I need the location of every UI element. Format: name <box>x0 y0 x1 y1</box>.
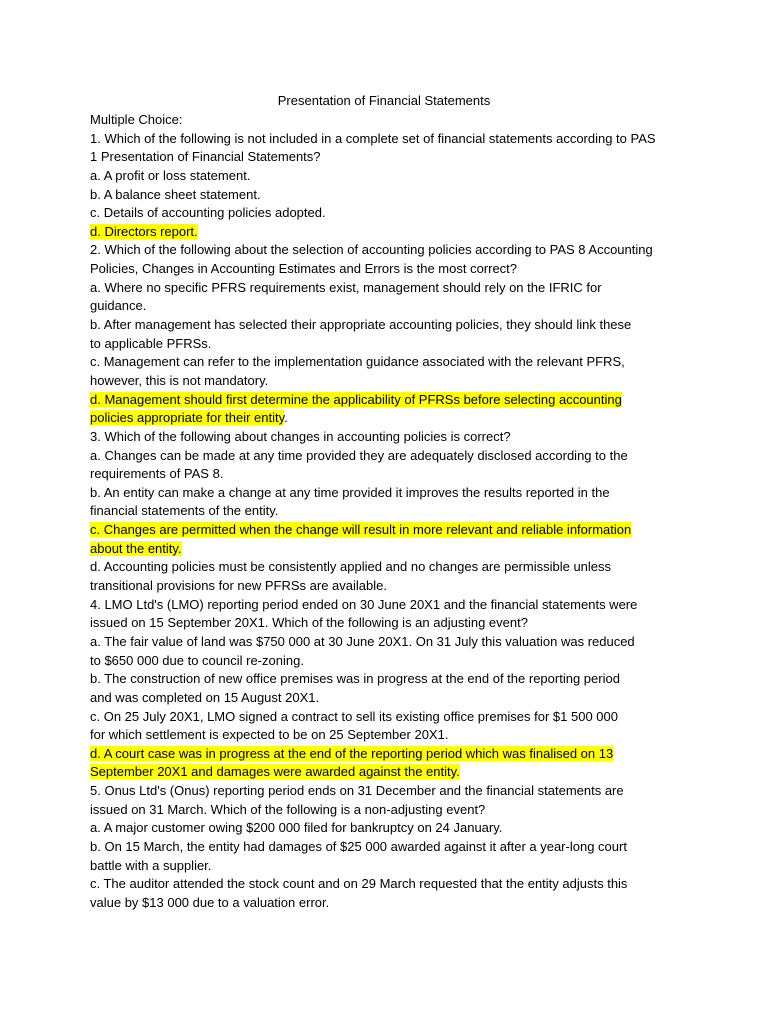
text-line <box>90 372 650 391</box>
text-line <box>90 652 650 671</box>
text-line <box>90 223 650 242</box>
line-text: d. Accounting policies must be consistently applied and no changes are permissible unless <box>90 559 612 575</box>
document-body <box>90 111 656 913</box>
line-text: Multiple Choice: <box>90 112 183 127</box>
text-line <box>90 540 650 559</box>
text-line <box>90 167 650 186</box>
line-text: and was completed on 15 August 20X1. <box>90 689 320 705</box>
text-line <box>90 838 650 857</box>
line-text: 1 Presentation of Financial Statements? <box>90 149 321 165</box>
document-title: Presentation of Financial Statements <box>277 93 491 108</box>
line-text: c. Management can refer to the implementation guidance associated with the relevant PFRS, <box>90 354 625 370</box>
text-line <box>90 894 650 913</box>
line-text: to $650 000 due to council re-zoning. <box>90 652 304 668</box>
line-text: value by $13 000 due to a valuation error. <box>90 894 330 910</box>
line-text: c. The auditor attended the stock count and on 29 March requested that the entity adjusts this <box>90 876 628 892</box>
text-line <box>90 130 656 149</box>
text-line <box>90 614 650 633</box>
text-line <box>90 465 650 484</box>
text-line <box>90 279 650 298</box>
line-text: for which settlement is expected to be on 25 September 20X1. <box>90 727 449 743</box>
text-line <box>90 782 650 801</box>
line-text: 3. Which of the following about changes in accounting policies is correct? <box>90 428 511 444</box>
text-line <box>90 708 650 727</box>
text-line <box>90 819 650 838</box>
line-text: requirements of PAS 8. <box>90 466 224 482</box>
line-text: battle with a supplier. <box>90 857 212 873</box>
line-text: however, this is not mandatory. <box>90 372 269 388</box>
text-line <box>90 726 650 745</box>
text-line <box>90 297 650 316</box>
line-text: issued on 15 September 20X1. Which of the following is an adjusting event? <box>90 615 528 631</box>
highlighted-answer-text: September 20X1 and damages were awarded against the entity. <box>90 764 460 780</box>
line-text: b. After management has selected their appropriate accounting policies, they should link these <box>90 317 632 333</box>
line-text: 4. LMO Ltd's (LMO) reporting period ended on 30 June 20X1 and the financial statements were <box>90 596 638 612</box>
highlighted-answer-text: d. Directors report. <box>90 223 198 239</box>
text-line <box>90 391 650 410</box>
text-line <box>90 111 650 130</box>
line-text: b. On 15 March, the entity had damages of $25 000 awarded against it after a year-long court <box>90 838 627 854</box>
line-text: guidance. <box>90 298 147 314</box>
line-text: b. A balance sheet statement. <box>90 186 261 202</box>
line-text: to applicable PFRSs. <box>90 335 212 351</box>
text-line <box>90 670 650 689</box>
highlighted-answer-text: about the entity. <box>90 540 182 556</box>
text-line <box>90 148 650 167</box>
line-text: a. The fair value of land was $750 000 at 30 June 20X1. On 31 July this valuation was reduced <box>90 633 635 649</box>
line-text: issued on 31 March. Which of the following is a non-adjusting event? <box>90 801 486 817</box>
line-text: transitional provisions for new PFRSs are available. <box>90 578 387 594</box>
text-line <box>90 484 650 503</box>
text-line <box>90 335 650 354</box>
text-line <box>90 763 650 782</box>
line-text: a. Changes can be made at any time provided they are adequately disclosed according to the <box>90 447 628 463</box>
line-text: financial statements of the entity. <box>90 503 279 519</box>
text-line <box>90 409 650 428</box>
text-line <box>90 875 650 894</box>
line-text: a. A major customer owing $200 000 filed for bankruptcy on 24 January. <box>90 820 503 836</box>
text-line <box>90 186 650 205</box>
text-line <box>90 260 650 279</box>
text-line <box>90 241 653 260</box>
line-suffix: . <box>284 410 288 426</box>
line-text: c. Details of accounting policies adopted. <box>90 205 326 221</box>
highlighted-answer-text: policies appropriate for their entity <box>90 410 285 426</box>
text-line <box>90 633 650 652</box>
line-text: b. An entity can make a change at any time provided it improves the results reported in the <box>90 484 610 500</box>
text-line <box>90 521 650 540</box>
text-line <box>90 801 650 820</box>
text-line <box>90 204 650 223</box>
text-line <box>90 558 650 577</box>
highlighted-answer-text: c. Changes are permitted when the change will result in more relevant and reliable information <box>90 522 632 538</box>
text-line <box>90 596 650 615</box>
text-line <box>90 447 650 466</box>
text-line <box>90 502 650 521</box>
line-text: 1. Which of the following is not included in a complete set of financial statements according to PAS <box>90 130 656 146</box>
line-text: 5. Onus Ltd's (Onus) reporting period ends on 31 December and the financial statements are <box>90 783 624 799</box>
text-line <box>90 428 650 447</box>
line-text: a. A profit or loss statement. <box>90 167 251 183</box>
text-line <box>90 577 650 596</box>
highlighted-answer-text: d. A court case was in progress at the end of the reporting period which was finalised on 13 <box>90 745 614 761</box>
text-line <box>90 353 650 372</box>
line-text: c. On 25 July 20X1, LMO signed a contract to sell its existing office premises for $1 500 000 <box>90 708 618 724</box>
line-text: a. Where no specific PFRS requirements exist, management should rely on the IFRIC for <box>90 279 602 295</box>
text-line <box>90 745 650 764</box>
text-line <box>90 316 650 335</box>
line-text: Policies, Changes in Accounting Estimates and Errors is the most correct? <box>90 261 518 277</box>
text-line <box>90 689 650 708</box>
line-text: 2. Which of the following about the selection of accounting policies according to PAS 8 Accounting <box>90 242 653 258</box>
line-text: b. The construction of new office premises was in progress at the end of the reporting period <box>90 671 620 687</box>
text-line <box>90 857 650 876</box>
highlighted-answer-text: d. Management should first determine the applicability of PFRSs before selecting accounting <box>90 391 622 407</box>
